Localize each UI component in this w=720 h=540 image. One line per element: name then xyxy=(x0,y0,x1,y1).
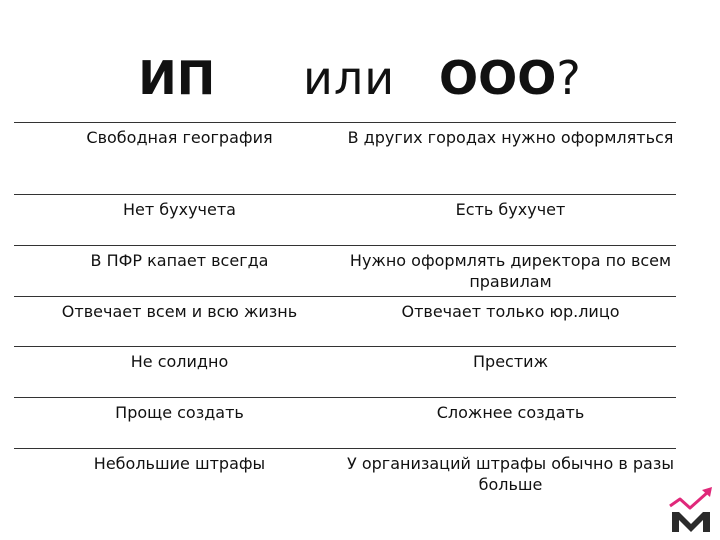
table-row xyxy=(14,297,676,347)
logo-m-shape xyxy=(672,512,710,532)
table-row xyxy=(14,246,676,297)
slide-title xyxy=(0,48,720,108)
table-row xyxy=(14,195,676,246)
table-row xyxy=(14,123,676,195)
m-growth-arrow-logo-icon xyxy=(668,486,714,534)
cell-ooo: Сложнее создать xyxy=(436,403,585,422)
cell-ooo: Нужно оформлять директора по всем правилам xyxy=(349,251,672,291)
title-question-mark: ? xyxy=(556,51,582,105)
cell-ip: В ПФР капает всегда xyxy=(90,251,269,270)
cell-ip: Нет бухучета xyxy=(123,200,236,219)
title-ip: ИП xyxy=(138,51,216,105)
cell-ip: Отвечает всем и всю жизнь xyxy=(61,302,298,321)
cell-ip: Не солидно xyxy=(130,352,229,371)
logo-growth-line xyxy=(670,492,708,508)
cell-ooo: Престиж xyxy=(473,352,548,371)
cell-ooo: В других городах нужно оформляться xyxy=(347,128,674,147)
cell-ip: Свободная география xyxy=(86,128,273,147)
title-or: или xyxy=(302,51,396,105)
title-ooo: ООО xyxy=(439,51,557,105)
table-row xyxy=(14,398,676,449)
table-row xyxy=(14,449,676,501)
comparison-table xyxy=(14,122,676,501)
cell-ip: Проще создать xyxy=(115,403,244,422)
table-row xyxy=(14,347,676,398)
cell-ooo: Есть бухучет xyxy=(455,200,566,219)
cell-ooo: Отвечает только юр.лицо xyxy=(401,302,620,321)
cell-ip: Небольшие штрафы xyxy=(93,454,266,473)
cell-ooo: У организаций штрафы обычно в разы больше xyxy=(347,454,674,494)
